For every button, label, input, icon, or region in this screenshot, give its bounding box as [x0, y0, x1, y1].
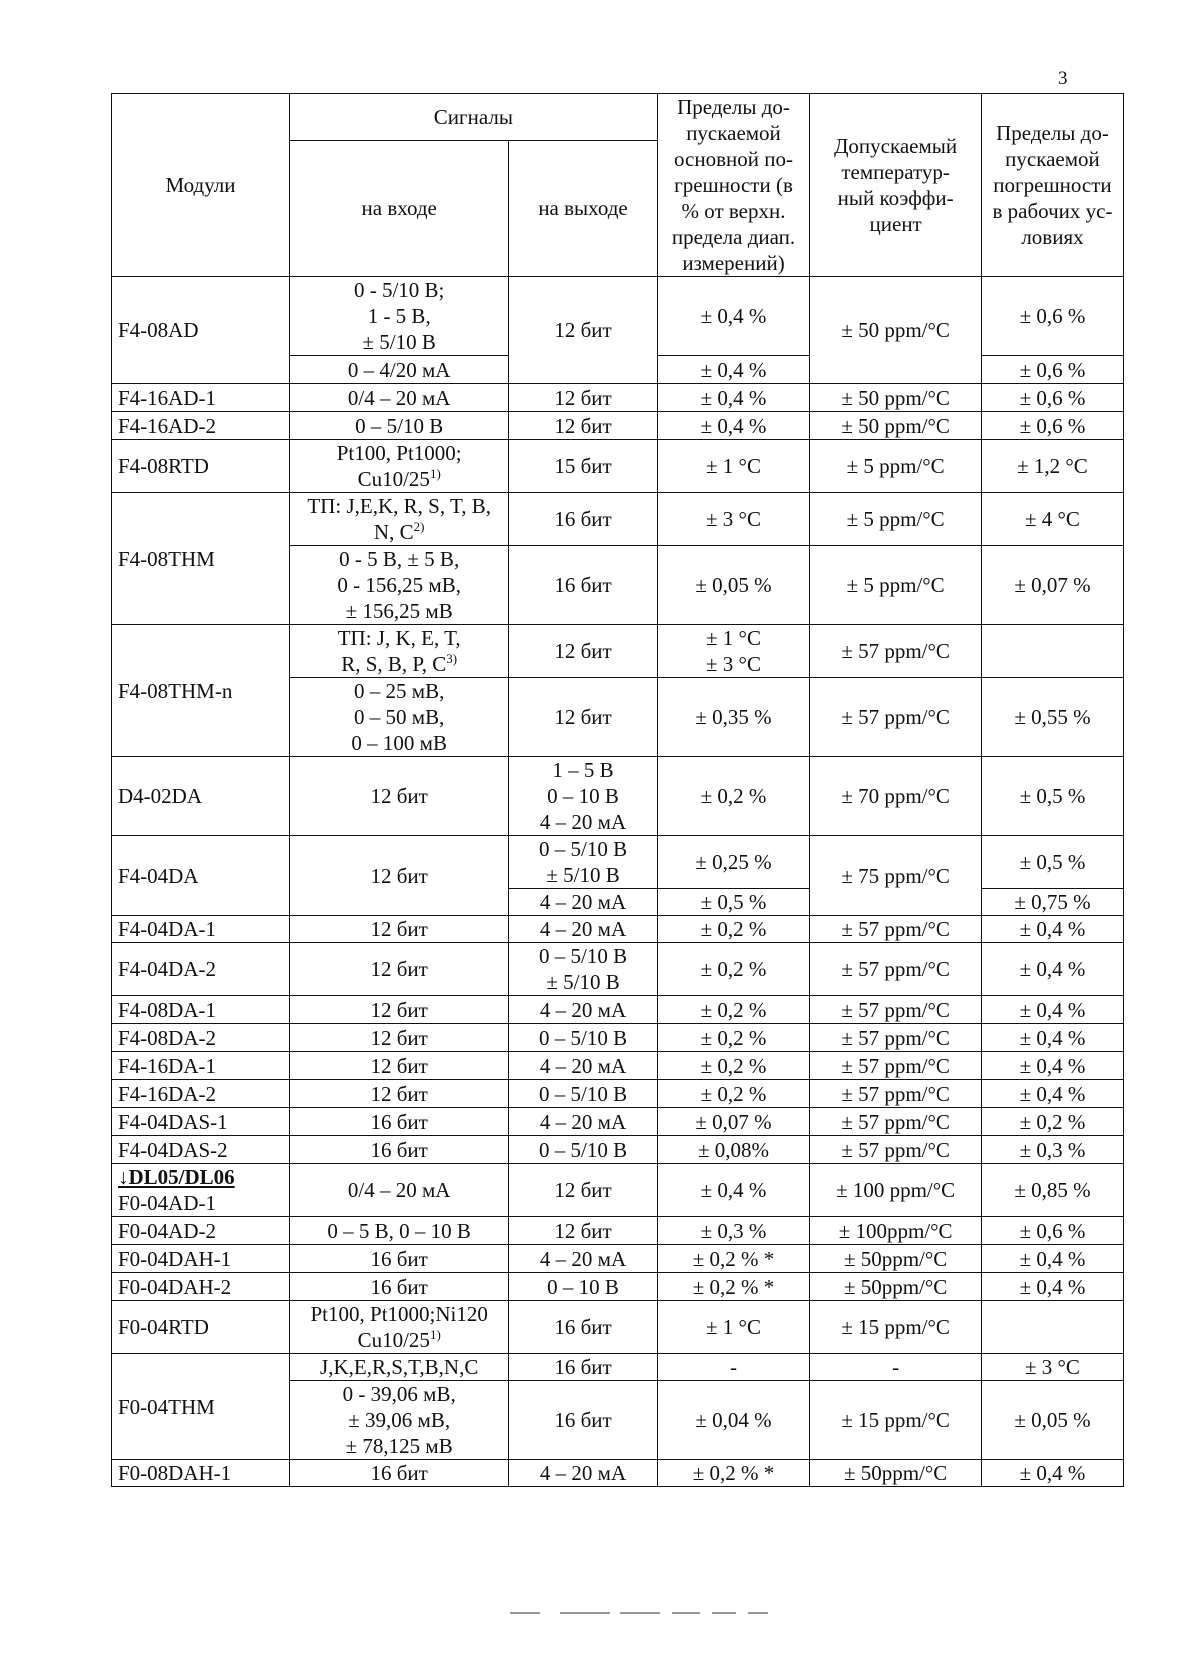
- working-error: ± 0,07 %: [981, 546, 1123, 625]
- header-modules: Модули: [112, 94, 290, 277]
- module-name: F4-08DA-2: [112, 1024, 290, 1052]
- output-signal: 16 бит: [509, 546, 657, 625]
- output-signal: 4 – 20 мА: [509, 1245, 657, 1273]
- output-signal: 4 – 20 мА: [509, 889, 657, 916]
- module-name: F4-08RTD: [112, 440, 290, 493]
- output-signal: 12 бит: [509, 277, 657, 384]
- module-name: F4-08DA-1: [112, 996, 290, 1024]
- table-row: [112, 1052, 1124, 1080]
- module-name-text: F0-04AD-1: [118, 1191, 216, 1215]
- working-error: ± 0,2 %: [981, 1108, 1123, 1136]
- basic-error: ± 0,07 %: [657, 1108, 810, 1136]
- input-signal: 0 – 25 мВ, 0 – 50 мВ, 0 – 100 мВ: [290, 678, 509, 757]
- input-signal: 0 - 5 В, ± 5 В, 0 - 156,25 мВ, ± 156,25 мВ: [290, 546, 509, 625]
- module-name: F4-04DA: [112, 836, 290, 916]
- working-error: ± 0,4 %: [981, 1273, 1123, 1301]
- temp-coefficient: ± 15 ppm/°C: [810, 1381, 982, 1460]
- module-name: [112, 1164, 290, 1217]
- temp-coefficient: ± 50 ppm/°C: [810, 412, 982, 440]
- basic-error: ± 0,2 % *: [657, 1273, 810, 1301]
- module-name: F4-04DA-1: [112, 916, 290, 943]
- working-error: ± 0,5 %: [981, 757, 1123, 836]
- table-row: [112, 916, 1124, 943]
- input-signal: 12 бит: [290, 916, 509, 943]
- table-row: [112, 384, 1124, 412]
- footnote-ref: 1): [429, 466, 441, 481]
- temp-coefficient: ± 50 ppm/°C: [810, 384, 982, 412]
- temp-coefficient: ± 57 ppm/°C: [810, 916, 982, 943]
- input-signal: 12 бит: [290, 1052, 509, 1080]
- temp-coefficient: ± 57 ppm/°C: [810, 1136, 982, 1164]
- working-error: ± 0,4 %: [981, 1052, 1123, 1080]
- working-error: ± 0,6 %: [981, 1217, 1123, 1245]
- basic-error: ± 0,2 %: [657, 757, 810, 836]
- input-signal: 16 бит: [290, 1108, 509, 1136]
- header-working-error: Пределы до- пускаемой погрешности в рабочих ус- ловиях: [981, 94, 1123, 277]
- module-name: F0-04DAH-2: [112, 1273, 290, 1301]
- temp-coefficient: ± 50ppm/°C: [810, 1273, 982, 1301]
- temp-coefficient: ± 57 ppm/°C: [810, 1108, 982, 1136]
- table-row: [112, 1301, 1124, 1354]
- scan-artifact: [672, 1612, 700, 1614]
- input-signal: 16 бит: [290, 1273, 509, 1301]
- temp-coefficient: ± 57 ppm/°C: [810, 678, 982, 757]
- temp-coefficient: ± 57 ppm/°C: [810, 1080, 982, 1108]
- table-row: [112, 1080, 1124, 1108]
- temp-coefficient: ± 100 ppm/°C: [810, 1164, 982, 1217]
- module-name: F4-08THM: [112, 493, 290, 625]
- output-signal: 16 бит: [509, 1354, 657, 1381]
- output-signal: 12 бит: [509, 384, 657, 412]
- scan-artifact: [748, 1612, 768, 1614]
- input-signal: 0 – 5 В, 0 – 10 В: [290, 1217, 509, 1245]
- table-row: [112, 1136, 1124, 1164]
- module-name: F0-04AD-2: [112, 1217, 290, 1245]
- working-error: ± 0,75 %: [981, 889, 1123, 916]
- working-error: ± 0,5 %: [981, 836, 1123, 889]
- module-name: F4-08THM-n: [112, 625, 290, 757]
- module-name: F4-08AD: [112, 277, 290, 384]
- basic-error: ± 0,2 % *: [657, 1460, 810, 1487]
- input-signal: 12 бит: [290, 836, 509, 916]
- table-row: [112, 440, 1124, 493]
- footnote-ref: 2): [413, 519, 425, 534]
- scan-artifact: [712, 1612, 736, 1614]
- input-signal: 0 – 4/20 мА: [290, 356, 509, 384]
- module-name: F4-16DA-1: [112, 1052, 290, 1080]
- input-signal: 12 бит: [290, 757, 509, 836]
- working-error: ± 0,4 %: [981, 1080, 1123, 1108]
- temp-coefficient: ± 75 ppm/°C: [810, 836, 982, 916]
- output-signal: 1 – 5 В 0 – 10 В 4 – 20 мА: [509, 757, 657, 836]
- output-signal: 4 – 20 мА: [509, 996, 657, 1024]
- module-name: F4-04DAS-2: [112, 1136, 290, 1164]
- input-signal-text: ТП: J,E,K, R, S, T, B, N, C: [307, 494, 491, 544]
- input-signal: 0/4 – 20 мА: [290, 1164, 509, 1217]
- basic-error: ± 3 °C: [657, 493, 810, 546]
- temp-coefficient: ± 57 ppm/°C: [810, 996, 982, 1024]
- table-row: [112, 493, 1124, 546]
- basic-error: ± 0,2 %: [657, 1024, 810, 1052]
- basic-error: ± 0,2 % *: [657, 1245, 810, 1273]
- module-name: F4-16DA-2: [112, 1080, 290, 1108]
- table-row: [112, 836, 1124, 889]
- output-signal: 16 бит: [509, 1301, 657, 1354]
- page-number: 3: [1058, 68, 1068, 89]
- working-error: ± 4 °C: [981, 493, 1123, 546]
- basic-error: ± 0,04 %: [657, 1381, 810, 1460]
- module-name: F4-04DAS-1: [112, 1108, 290, 1136]
- basic-error: ± 0,25 %: [657, 836, 810, 889]
- working-error: ± 0,4 %: [981, 1245, 1123, 1273]
- output-signal: 12 бит: [509, 1164, 657, 1217]
- module-name: D4-02DA: [112, 757, 290, 836]
- output-signal: 15 бит: [509, 440, 657, 493]
- specification-table: [111, 93, 1124, 1487]
- footnote-ref: 3): [446, 651, 458, 666]
- temp-coefficient: ± 57 ppm/°C: [810, 1052, 982, 1080]
- input-signal: 12 бит: [290, 943, 509, 996]
- header-basic-error: Пределы до- пускаемой основной по- грешности (в % от верхн. предела диап. измерений): [657, 94, 810, 277]
- scan-artifact: [560, 1612, 610, 1614]
- input-signal: 16 бит: [290, 1460, 509, 1487]
- table-row: [112, 1460, 1124, 1487]
- basic-error: ± 0,4 %: [657, 356, 810, 384]
- temp-coefficient: ± 50 ppm/°C: [810, 277, 982, 384]
- temp-coefficient: ± 100ppm/°C: [810, 1217, 982, 1245]
- input-signal: [290, 625, 509, 678]
- working-error: ± 0,6 %: [981, 412, 1123, 440]
- input-signal: [290, 1301, 509, 1354]
- header-input: на входе: [290, 140, 509, 276]
- scan-artifact: [510, 1612, 540, 1614]
- temp-coefficient: ± 57 ppm/°C: [810, 1024, 982, 1052]
- temp-coefficient: ± 5 ppm/°C: [810, 546, 982, 625]
- temp-coefficient: ± 70 ppm/°C: [810, 757, 982, 836]
- output-signal: 0 – 5/10 В ± 5/10 В: [509, 836, 657, 889]
- output-signal: 12 бит: [509, 412, 657, 440]
- input-signal: J,K,E,R,S,T,B,N,C: [290, 1354, 509, 1381]
- basic-error: ± 0,5 %: [657, 889, 810, 916]
- header-output: на выходе: [509, 140, 657, 276]
- input-signal: 12 бит: [290, 996, 509, 1024]
- module-name: F0-04THM: [112, 1354, 290, 1460]
- input-signal: 12 бит: [290, 1024, 509, 1052]
- temp-coefficient: ± 15 ppm/°C: [810, 1301, 982, 1354]
- input-signal-text: ТП: J, K, E, T, R, S, B, P, C: [337, 626, 461, 676]
- output-signal: 0 – 10 В: [509, 1273, 657, 1301]
- output-signal: 4 – 20 мА: [509, 1052, 657, 1080]
- input-signal: 0/4 – 20 мА: [290, 384, 509, 412]
- input-signal: 0 – 5/10 В: [290, 412, 509, 440]
- module-name: F0-08DAH-1: [112, 1460, 290, 1487]
- basic-error: ± 0,4 %: [657, 384, 810, 412]
- working-error: ± 0,85 %: [981, 1164, 1123, 1217]
- module-name: F4-16AD-1: [112, 384, 290, 412]
- input-signal-text: Pt100, Pt1000;Ni120 Cu10/25: [310, 1302, 488, 1352]
- output-signal: 0 – 5/10 В: [509, 1024, 657, 1052]
- footnote-ref: 1): [429, 1327, 441, 1342]
- output-signal: 4 – 20 мА: [509, 1460, 657, 1487]
- working-error: ± 0,3 %: [981, 1136, 1123, 1164]
- output-signal: 16 бит: [509, 493, 657, 546]
- module-name: F0-04RTD: [112, 1301, 290, 1354]
- table-row: [112, 996, 1124, 1024]
- working-error: ± 3 °C: [981, 1354, 1123, 1381]
- output-signal: 12 бит: [509, 678, 657, 757]
- output-signal: 16 бит: [509, 1381, 657, 1460]
- basic-error: ± 1 °C: [657, 1301, 810, 1354]
- table-row: [112, 412, 1124, 440]
- basic-error: ± 1 °C ± 3 °C: [657, 625, 810, 678]
- basic-error: ± 0,2 %: [657, 943, 810, 996]
- basic-error: ± 0,2 %: [657, 916, 810, 943]
- input-signal: 16 бит: [290, 1136, 509, 1164]
- input-signal: 0 - 39,06 мВ, ± 39,06 мВ, ± 78,125 мВ: [290, 1381, 509, 1460]
- working-error: ± 0,55 %: [981, 678, 1123, 757]
- working-error: [981, 1301, 1123, 1354]
- module-name: F0-04DAH-1: [112, 1245, 290, 1273]
- working-error: ± 0,4 %: [981, 1024, 1123, 1052]
- output-signal: 0 – 5/10 В: [509, 1080, 657, 1108]
- working-error: ± 0,4 %: [981, 1460, 1123, 1487]
- basic-error: ± 1 °C: [657, 440, 810, 493]
- table-row: [112, 1024, 1124, 1052]
- output-signal: 12 бит: [509, 1217, 657, 1245]
- input-signal: [290, 493, 509, 546]
- table-row: [112, 625, 1124, 678]
- header-temp-coefficient: Допускаемый температур- ный коэффи- циент: [810, 94, 982, 277]
- input-signal: 0 - 5/10 В; 1 - 5 В, ± 5/10 В: [290, 277, 509, 356]
- scan-artifact: [620, 1612, 660, 1614]
- basic-error: ± 0,35 %: [657, 678, 810, 757]
- temp-coefficient: ± 57 ppm/°C: [810, 625, 982, 678]
- input-signal-text: Pt100, Pt1000; Cu10/25: [336, 441, 462, 491]
- working-error: ± 0,4 %: [981, 943, 1123, 996]
- basic-error: -: [657, 1354, 810, 1381]
- temp-coefficient: ± 50ppm/°C: [810, 1460, 982, 1487]
- table-row: [112, 1354, 1124, 1381]
- table-row: [112, 1245, 1124, 1273]
- table-row: [112, 277, 1124, 356]
- table-row: [112, 1217, 1124, 1245]
- working-error: ± 0,4 %: [981, 916, 1123, 943]
- output-signal: 0 – 5/10 В ± 5/10 В: [509, 943, 657, 996]
- module-name: F4-04DA-2: [112, 943, 290, 996]
- working-error: ± 0,4 %: [981, 996, 1123, 1024]
- temp-coefficient: ± 5 ppm/°C: [810, 440, 982, 493]
- output-signal: 4 – 20 мА: [509, 1108, 657, 1136]
- basic-error: ± 0,08%: [657, 1136, 810, 1164]
- module-name: F4-16AD-2: [112, 412, 290, 440]
- table-row: [112, 1164, 1124, 1217]
- working-error: ± 0,6 %: [981, 356, 1123, 384]
- temp-coefficient: -: [810, 1354, 982, 1381]
- header-signals: Сигналы: [290, 94, 658, 141]
- basic-error: ± 0,4 %: [657, 412, 810, 440]
- working-error: ± 1,2 °C: [981, 440, 1123, 493]
- basic-error: ± 0,2 %: [657, 1080, 810, 1108]
- temp-coefficient: ± 57 ppm/°C: [810, 943, 982, 996]
- basic-error: ± 0,3 %: [657, 1217, 810, 1245]
- temp-coefficient: ± 5 ppm/°C: [810, 493, 982, 546]
- output-signal: 4 – 20 мА: [509, 916, 657, 943]
- input-signal: 16 бит: [290, 1245, 509, 1273]
- working-error: [981, 625, 1123, 678]
- basic-error: ± 0,4 %: [657, 277, 810, 356]
- table-row: [112, 1273, 1124, 1301]
- temp-coefficient: ± 50ppm/°C: [810, 1245, 982, 1273]
- section-label-dl05-dl06: ↓DL05/DL06: [118, 1165, 235, 1189]
- basic-error: ± 0,4 %: [657, 1164, 810, 1217]
- output-signal: 12 бит: [509, 625, 657, 678]
- working-error: ± 0,05 %: [981, 1381, 1123, 1460]
- basic-error: ± 0,2 %: [657, 996, 810, 1024]
- input-signal: 12 бит: [290, 1080, 509, 1108]
- table-row: [112, 1108, 1124, 1136]
- basic-error: ± 0,05 %: [657, 546, 810, 625]
- basic-error: ± 0,2 %: [657, 1052, 810, 1080]
- working-error: ± 0,6 %: [981, 384, 1123, 412]
- table-row: [112, 943, 1124, 996]
- output-signal: 0 – 5/10 В: [509, 1136, 657, 1164]
- working-error: ± 0,6 %: [981, 277, 1123, 356]
- input-signal: [290, 440, 509, 493]
- table-row: [112, 757, 1124, 836]
